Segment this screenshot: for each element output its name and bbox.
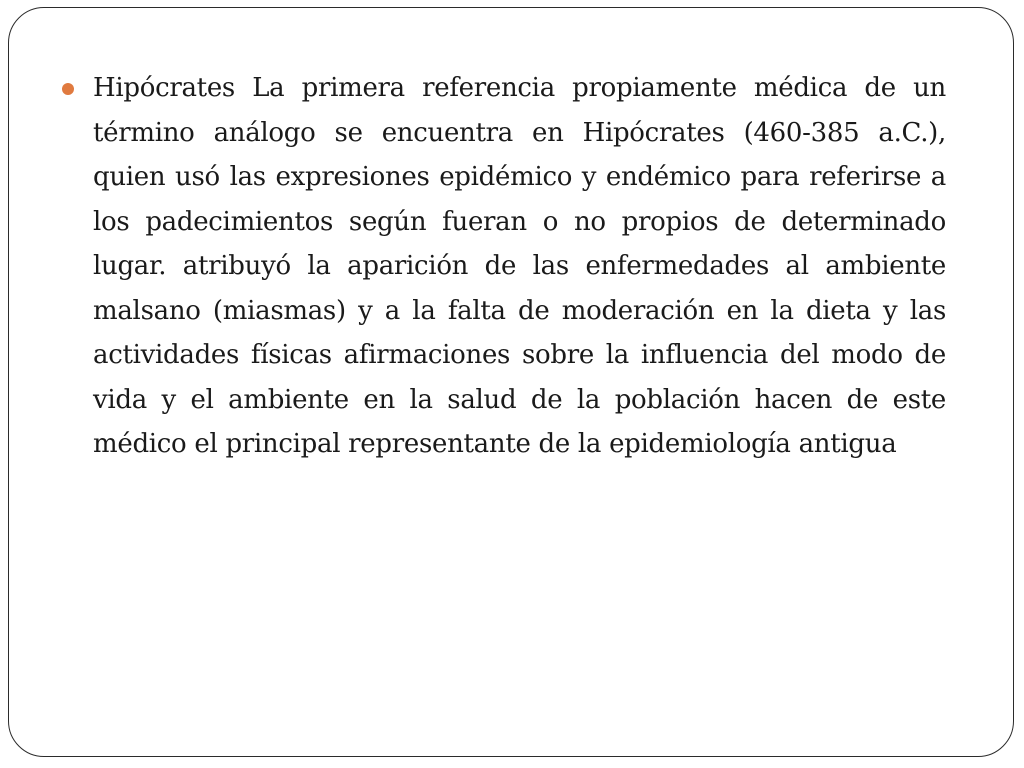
bullet-item [62, 66, 946, 467]
bullet-text: Hipócrates La primera referencia propiamente médica de un término análogo se encuentra en Hipócrates (460-385 a.C.), quien usó las expresiones epidémico y endémico para referirse a los padecimientos según fueran o no propios de determinado lugar. atribuyó la aparición de las enfermedades al ambiente malsano (miasmas) y a la falta de moderación en la dieta y las actividades físicas afirmaciones sobre la influencia del modo de vida y el ambiente en la salud de la población hacen de este médico el principal representante de la epidemiología antigua [93, 73, 946, 459]
bullet-dot-icon [62, 83, 74, 95]
